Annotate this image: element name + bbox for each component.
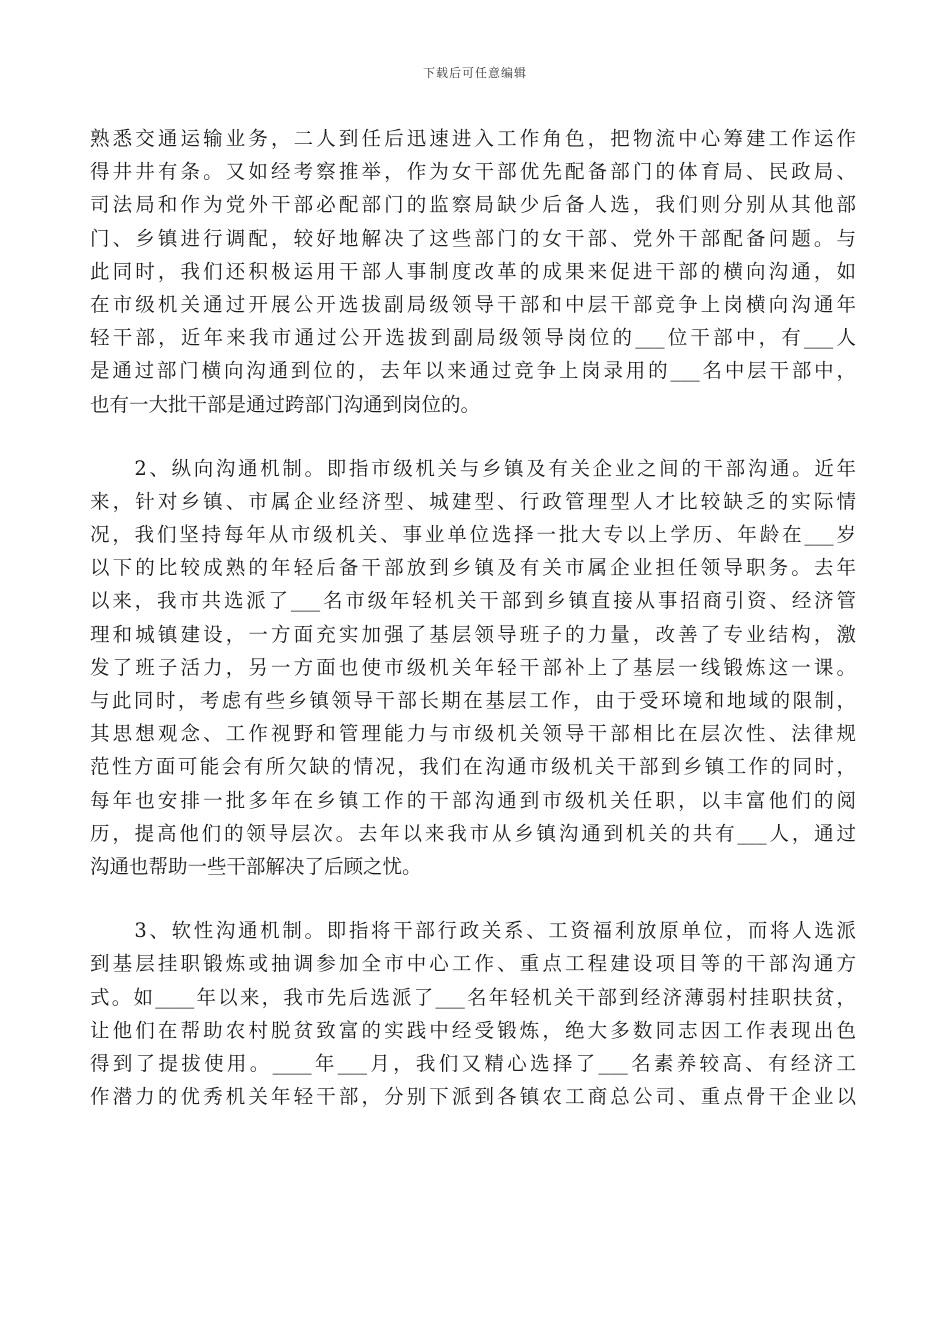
text-line: 到基层挂职锻炼或抽调参加全市中心工作、重点工程建设项目等的干部沟通方 — [90, 952, 856, 976]
text-line: 熟悉交通运输业务，二人到任后迅速进入工作角色，把物流中心筹建工作运作 — [90, 127, 856, 150]
text-line: 每年也安排一批多年在乡镇工作的干部沟通到市级机关任职，以丰富他们的阅 — [90, 788, 856, 812]
page-header: 下载后可任意编辑 — [422, 66, 527, 80]
paragraph-gap — [90, 883, 856, 914]
text-line: 与此同时，考虑有些乡镇领导干部长期在基层工作，由于受环境和地域的限制， — [90, 689, 856, 712]
text-line: 其思想观念、工作视野和管理能力与市级机关领导干部相比在层次性、法律规 — [90, 722, 856, 746]
text-line: 况，我们坚持每年从市级机关、事业单位选择一批大专以上学历、年龄在___岁 — [90, 523, 856, 547]
text-line: 历，提高他们的领导层次。去年以来我市从乡镇沟通到机关的共有___人，通过 — [90, 821, 856, 845]
text-line: 是通过部门横向沟通到位的，去年以来通过竞争上岗录用的___名中层干部中， — [90, 359, 856, 383]
text-line: 得井井有条。又如经考察推举，作为女干部优先配备部门的体育局、民政局、 — [90, 160, 856, 184]
text-line: 3、软性沟通机制。即指将干部行政关系、工资福利放原单位，而将人选派 — [90, 919, 856, 943]
text-line: 以来，我市共选派了___名市级年轻机关干部到乡镇直接从事招商引资、经济管 — [90, 589, 856, 613]
text-line: 司法局和作为党外干部必配部门的监察局缺少后备人选，我们则分别从其他部 — [90, 193, 856, 217]
text-line: 也有一大批干部是通过跨部门沟通到岗位的。 — [90, 392, 481, 416]
text-line: 发了班子活力，另一方面也使市级机关年轻干部补上了基层一线锻炼这一课。 — [90, 655, 856, 679]
text-line: 让他们在帮助农村脱贫致富的实践中经受锻炼，绝大多数同志因工作表现出色 — [90, 1018, 856, 1042]
text-line: 作潜力的优秀机关年轻干部，分别下派到各镇农工商总公司、重点骨干企业以 — [90, 1085, 856, 1109]
text-line: 来，针对乡镇、市属企业经济型、城建型、行政管理型人才比较缺乏的实际情 — [90, 489, 856, 513]
paragraph-gap — [90, 421, 856, 452]
text-line: 门、乡镇进行调配，较好地解决了这些部门的女干部、党外干部配备问题。与 — [90, 226, 856, 250]
paragraph-2 — [90, 452, 856, 883]
text-line: 范性方面可能会有所欠缺的情况，我们在沟通市级机关干部到乡镇工作的同时， — [90, 755, 856, 779]
text-line: 沟通也帮助一些干部解决了后顾之忧。 — [90, 854, 422, 878]
paragraph-1 — [90, 122, 856, 421]
paragraph-3 — [90, 914, 856, 1113]
text-line: 2、纵向沟通机制。即指市级机关与乡镇及有关企业之间的干部沟通。近年 — [90, 456, 856, 480]
document-body — [90, 122, 856, 1113]
text-line: 在市级机关通过开展公开选拔副局级领导干部和中层干部竞争上岗横向沟通年 — [90, 292, 856, 316]
text-line: 轻干部，近年来我市通过公开选拔到副局级领导岗位的___位干部中，有___人 — [90, 326, 856, 350]
text-line: 式。如____年以来，我市先后选派了___名年轻机关干部到经济薄弱村挂职扶贫， — [90, 985, 856, 1009]
text-line: 此同时，我们还积极运用干部人事制度改革的成果来促进干部的横向沟通，如 — [90, 259, 856, 283]
text-line: 理和城镇建设，一方面充实加强了基层领导班子的力量，改善了专业结构，激 — [90, 622, 856, 646]
text-line: 得到了提拔使用。____年___月，我们又精心选择了___名素养较高、有经济工 — [90, 1051, 856, 1075]
text-line: 以下的比较成熟的年轻后备干部放到乡镇及有关市属企业担任领导职务。去年 — [90, 556, 856, 580]
